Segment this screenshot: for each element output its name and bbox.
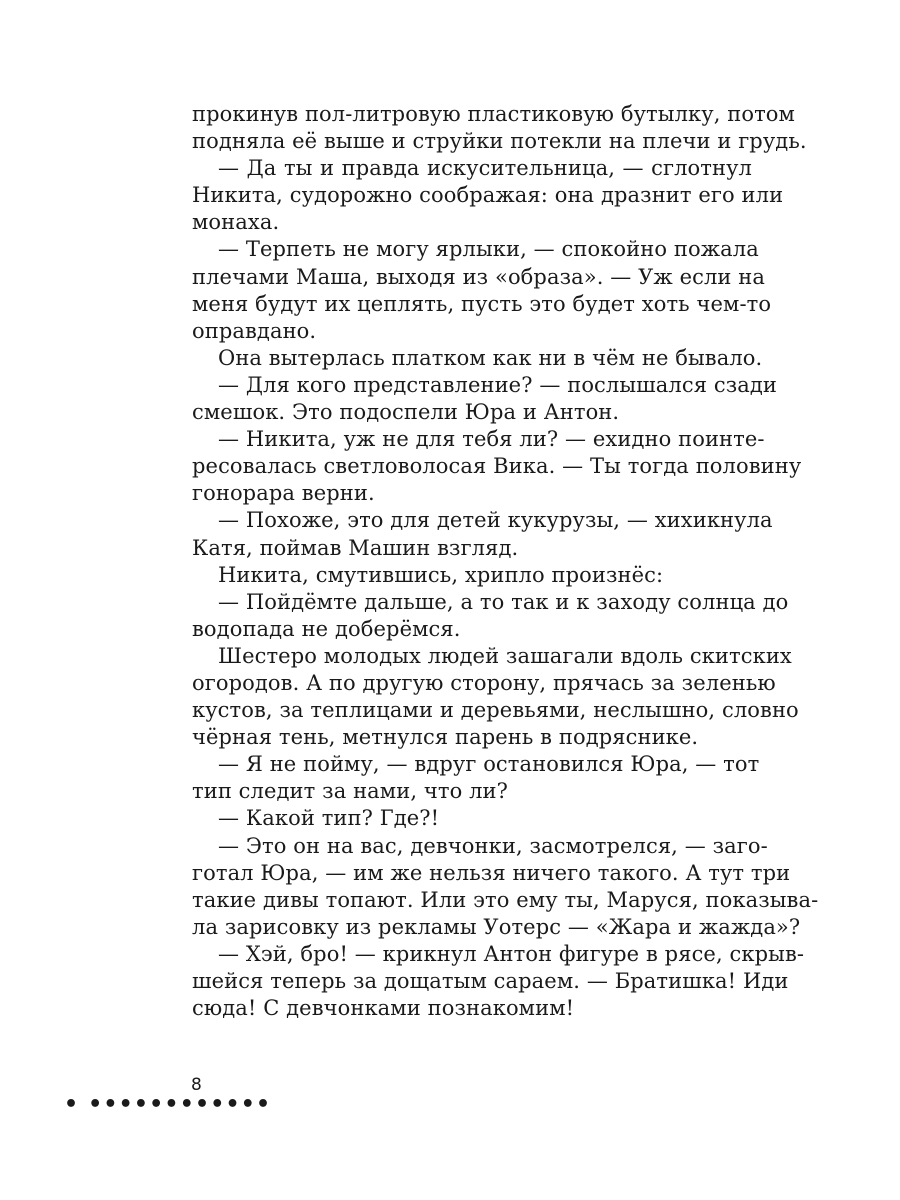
text-line: кустов, за теплицами и деревьями, неслышно, словно [192, 698, 799, 723]
text-line: гонорара верни. [192, 481, 375, 506]
text-line: — Никита, уж не для тебя ли? — ехидно поинте- [218, 427, 765, 452]
text-line: прокинув пол-литровую пластиковую бутылку, потом [192, 102, 795, 126]
page-number: 8 [191, 1075, 202, 1095]
text-line: — Похоже, это для детей кукурузы, — хихикнула [218, 508, 773, 533]
text-line: готал Юра, — им же нельзя ничего такого. А тут три [192, 860, 791, 885]
text-line: огородов. А по другую сторону, прячась за зеленью [192, 670, 776, 695]
text-line: водопада не доберёмся. [192, 616, 461, 641]
text-line: смешок. Это подоспели Юра и Антон. [192, 400, 620, 425]
text-line: — Это он на вас, девчонки, засмотрелся, — заго- [218, 833, 768, 858]
text-line: Шестеро молодых людей зашагали вдоль скитских [218, 643, 792, 668]
text-line: монаха. [192, 210, 280, 235]
text-line: тип следит за нами, что ли? [192, 779, 508, 804]
text-line: — Хэй, бро! — крикнул Антон фигуре в рясе, скрыв- [218, 941, 805, 966]
text-line: подняла её выше и струйки потекли на плечи и грудь. [192, 129, 807, 154]
text-line: Катя, поймав Машин взгляд. [192, 535, 519, 560]
text-line: — Для кого представление? — послышался сзади [218, 372, 778, 397]
text-line: ла зарисовку из рекламы Уотерс — «Жара и жажда»? [192, 914, 801, 939]
text-line: такие дивы топают. Или это ему ты, Маруся, показыва- [192, 887, 819, 912]
text-line: Она вытерлась платком как ни в чём не бывало. [218, 345, 763, 370]
text-line: Никита, смутившись, хрипло произнёс: [218, 562, 664, 587]
footer-dots-ornament: • •••••••••••• [64, 1092, 272, 1117]
text-line: шейся теперь за дощатым сараем. — Братишка! Иди [192, 969, 789, 993]
text-line: чёрная тень, метнулся парень в подряснике. [192, 725, 699, 750]
body-text [192, 101, 819, 1022]
text-line: — Какой тип? Где?! [218, 806, 440, 831]
text-line: — Пойдёмте дальше, а то так и к заходу солнца до [218, 589, 789, 614]
text-line: меня будут их цеплять, пусть это будет хоть чем-то [192, 291, 772, 316]
text-line: ресовалась светловолосая Вика. — Ты тогда половину [192, 454, 802, 479]
text-line: — Я не пойму, — вдруг остановился Юра, — тот [218, 752, 760, 777]
text-line: — Да ты и правда искусительница, — сглотнул [218, 156, 752, 181]
text-line: сюда! С девчонками познакомим! [192, 996, 575, 1021]
text-line: плечами Маша, выходя из «образа». — Уж если на [192, 264, 766, 289]
text-line: — Терпеть не могу ярлыки, — спокойно пожала [218, 237, 759, 262]
text-line: Никита, судорожно соображая: она дразнит его или [192, 183, 784, 208]
text-line: оправдано. [192, 318, 317, 343]
